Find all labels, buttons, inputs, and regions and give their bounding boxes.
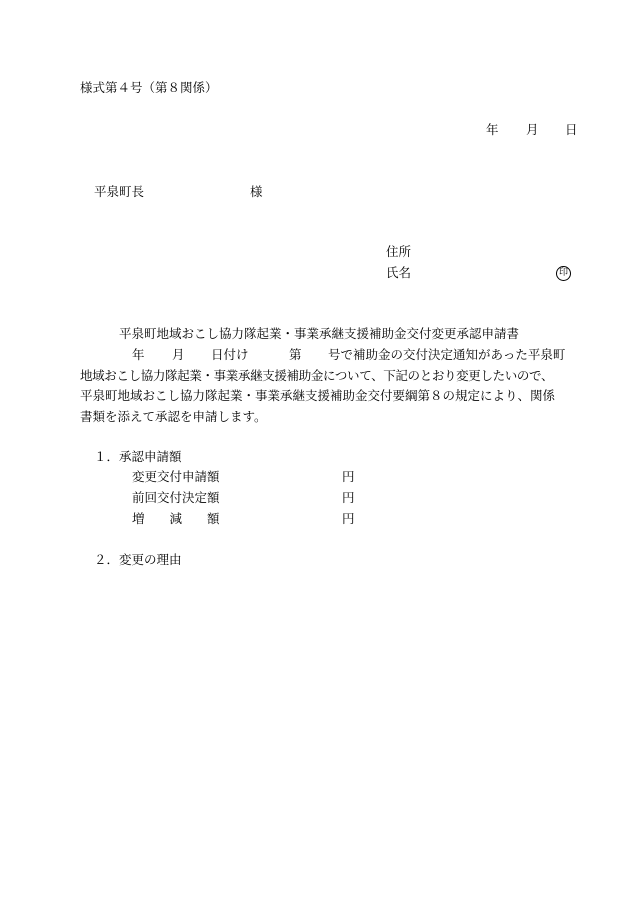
body-date-day-suffix: 日付け	[211, 347, 249, 362]
name-label: 氏名	[386, 265, 412, 280]
body-line4: 書類を添えて承認を申請します。	[80, 409, 267, 424]
amount-row-label: 変更交付申請額	[132, 469, 220, 484]
addressee-honorific: 様	[250, 184, 263, 199]
seal-icon: 印	[556, 266, 571, 281]
date-year-label: 年	[486, 122, 499, 137]
date-day-label: 日	[565, 122, 578, 137]
body-line2: 地域おこし協力隊起業・事業承継支援補助金について、下記のとおり変更したいので、	[80, 368, 554, 383]
section1-heading: １．承認申請額	[94, 449, 182, 464]
amount-row-unit: 円	[342, 469, 355, 484]
body-number-prefix: 第	[289, 347, 302, 362]
amount-row-unit: 円	[342, 490, 355, 505]
amount-row-label: 前回交付決定額	[132, 490, 220, 505]
body-line1-rest: 号で補助金の交付決定通知があった平泉町	[328, 347, 566, 362]
amount-row-unit: 円	[342, 511, 355, 526]
section2-heading: ２．変更の理由	[94, 552, 182, 567]
address-label: 住所	[386, 244, 412, 259]
form-number: 様式第４号（第８関係）	[80, 80, 218, 95]
body-date-month: 月	[172, 347, 185, 362]
body-line3: 平泉町地域おこし協力隊起業・事業承継支援補助金交付要綱第８の規定により、関係	[80, 388, 556, 403]
body-date-year: 年	[132, 347, 145, 362]
document-title: 平泉町地域おこし協力隊起業・事業承継支援補助金交付変更承認申請書	[119, 326, 520, 341]
amount-row-label: 増 減 額	[132, 511, 220, 526]
addressee-name: 平泉町長	[94, 184, 145, 199]
date-month-label: 月	[526, 122, 539, 137]
